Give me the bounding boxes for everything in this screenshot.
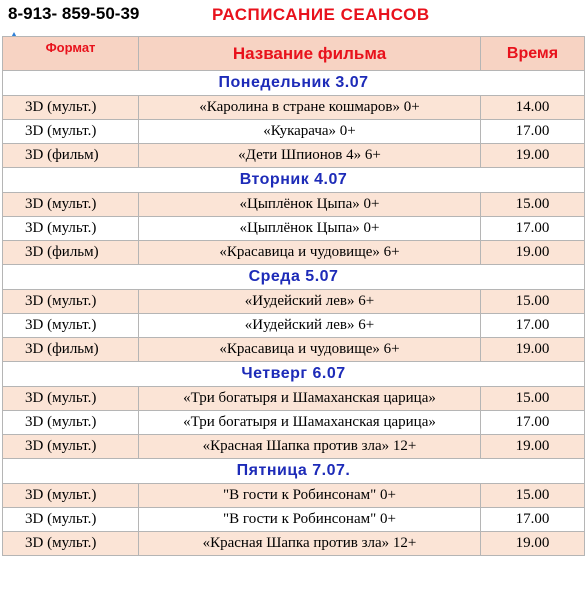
session-format: 3D (фильм) bbox=[3, 144, 139, 168]
session-time: 19.00 bbox=[481, 144, 585, 168]
session-time: 19.00 bbox=[481, 241, 585, 265]
session-film-title: «Дети Шпионов 4» 6+ bbox=[139, 144, 481, 168]
session-time: 14.00 bbox=[481, 96, 585, 120]
session-time: 17.00 bbox=[481, 508, 585, 532]
session-format: 3D (мульт.) bbox=[3, 411, 139, 435]
session-time: 19.00 bbox=[481, 338, 585, 362]
session-film-title: «Иудейский лев» 6+ bbox=[139, 290, 481, 314]
session-row bbox=[3, 144, 585, 168]
session-row bbox=[3, 241, 585, 265]
session-row bbox=[3, 120, 585, 144]
session-film-title: «Красная Шапка против зла» 12+ bbox=[139, 435, 481, 459]
header-format: Формат bbox=[3, 37, 139, 71]
day-header-row bbox=[3, 168, 585, 193]
header-time: Время bbox=[481, 37, 585, 71]
session-time: 15.00 bbox=[481, 484, 585, 508]
session-time: 19.00 bbox=[481, 532, 585, 556]
session-film-title: «Цыплёнок Цыпа» 0+ bbox=[139, 193, 481, 217]
session-format: 3D (мульт.) bbox=[3, 193, 139, 217]
session-row bbox=[3, 411, 585, 435]
session-time: 17.00 bbox=[481, 411, 585, 435]
session-film-title: «Три богатыря и Шамаханская царица» bbox=[139, 387, 481, 411]
session-film-title: «Красавица и чудовище» 6+ bbox=[139, 241, 481, 265]
session-film-title: "В гости к Робинсонам" 0+ bbox=[139, 508, 481, 532]
session-format: 3D (мульт.) bbox=[3, 435, 139, 459]
day-label: Вторник 4.07 bbox=[3, 168, 585, 193]
day-label: Четверг 6.07 bbox=[3, 362, 585, 387]
page-title: РАСПИСАНИЕ СЕАНСОВ bbox=[212, 5, 430, 24]
session-format: 3D (фильм) bbox=[3, 338, 139, 362]
session-format: 3D (мульт.) bbox=[3, 508, 139, 532]
session-row bbox=[3, 338, 585, 362]
session-format: 3D (мульт.) bbox=[3, 96, 139, 120]
session-time: 17.00 bbox=[481, 217, 585, 241]
session-film-title: «Три богатыря и Шамаханская царица» bbox=[139, 411, 481, 435]
phone-number: 8-913- 859-50-39 bbox=[8, 4, 140, 23]
session-row bbox=[3, 484, 585, 508]
session-time: 17.00 bbox=[481, 314, 585, 338]
session-row bbox=[3, 435, 585, 459]
session-row bbox=[3, 508, 585, 532]
session-row bbox=[3, 193, 585, 217]
session-time: 15.00 bbox=[481, 387, 585, 411]
session-format: 3D (фильм) bbox=[3, 241, 139, 265]
session-format: 3D (мульт.) bbox=[3, 532, 139, 556]
session-format: 3D (мульт.) bbox=[3, 484, 139, 508]
session-film-title: «Красавица и чудовище» 6+ bbox=[139, 338, 481, 362]
session-row bbox=[3, 314, 585, 338]
session-film-title: «Цыплёнок Цыпа» 0+ bbox=[139, 217, 481, 241]
day-header-row bbox=[3, 71, 585, 96]
session-time: 17.00 bbox=[481, 120, 585, 144]
session-format: 3D (мульт.) bbox=[3, 387, 139, 411]
session-film-title: «Каролина в стране кошмаров» 0+ bbox=[139, 96, 481, 120]
session-row bbox=[3, 96, 585, 120]
session-film-title: «Кукарача» 0+ bbox=[139, 120, 481, 144]
day-label: Понедельник 3.07 bbox=[3, 71, 585, 96]
session-format: 3D (мульт.) bbox=[3, 217, 139, 241]
session-format: 3D (мульт.) bbox=[3, 120, 139, 144]
session-row bbox=[3, 290, 585, 314]
session-time: 15.00 bbox=[481, 290, 585, 314]
session-film-title: «Красная Шапка против зла» 12+ bbox=[139, 532, 481, 556]
day-header-row bbox=[3, 362, 585, 387]
session-film-title: "В гости к Робинсонам" 0+ bbox=[139, 484, 481, 508]
session-time: 19.00 bbox=[481, 435, 585, 459]
table-header-row bbox=[3, 37, 585, 71]
day-header-row bbox=[3, 265, 585, 290]
session-row bbox=[3, 217, 585, 241]
session-format: 3D (мульт.) bbox=[3, 290, 139, 314]
header bbox=[0, 0, 587, 30]
session-format: 3D (мульт.) bbox=[3, 314, 139, 338]
day-label: Среда 5.07 bbox=[3, 265, 585, 290]
session-row bbox=[3, 387, 585, 411]
schedule-table bbox=[2, 36, 585, 556]
session-time: 15.00 bbox=[481, 193, 585, 217]
day-label: Пятница 7.07. bbox=[3, 459, 585, 484]
day-header-row bbox=[3, 459, 585, 484]
session-film-title: «Иудейский лев» 6+ bbox=[139, 314, 481, 338]
header-film-title: Название фильма bbox=[139, 37, 481, 71]
session-row bbox=[3, 532, 585, 556]
